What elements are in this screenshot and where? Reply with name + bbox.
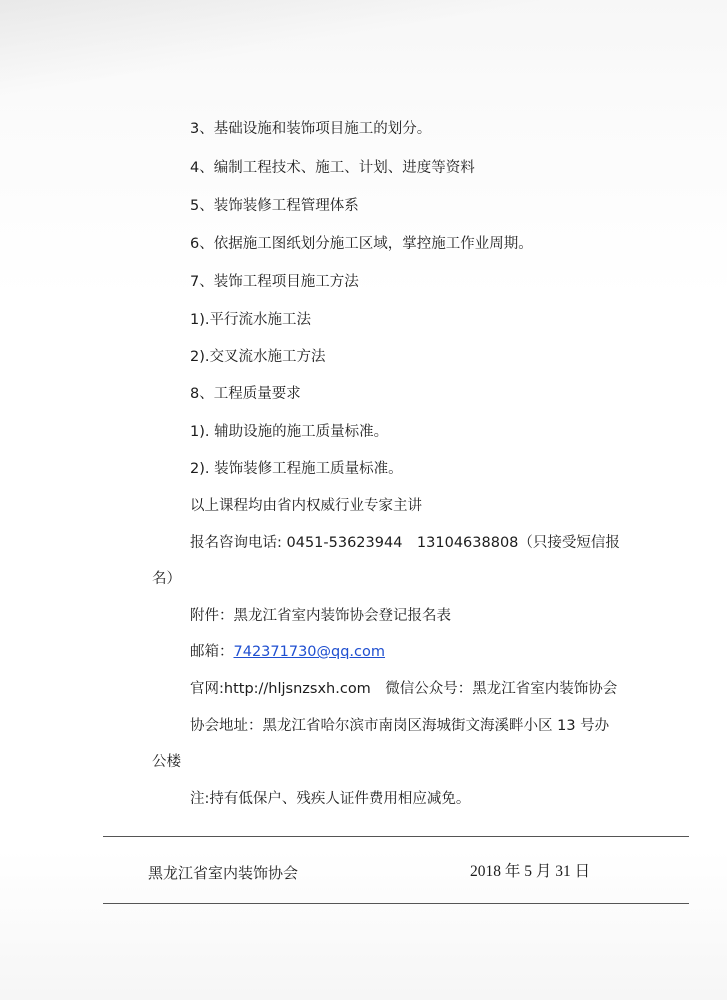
item-6: 6、依据施工图纸划分施工区域，掌控施工作业周期。	[190, 236, 533, 252]
item-5: 5、装饰装修工程管理体系	[190, 198, 359, 214]
item-8: 8、工程质量要求	[190, 386, 301, 402]
address-line: 协会地址：黑龙江省哈尔滨市南岗区海城街文海溪畔小区 13 号办	[190, 718, 610, 734]
footer-org: 黑龙江省室内装饰协会	[148, 864, 299, 882]
attachment-line: 附件：黑龙江省室内装饰协会登记报名表	[190, 608, 451, 624]
footer-date: 2018 年 5 月 31 日	[470, 863, 591, 880]
item-7: 7、装饰工程项目施工方法	[190, 274, 359, 290]
email-label: 邮箱：	[190, 644, 234, 660]
item-4: 4、编制工程技术、施工、计划、进度等资料	[190, 160, 475, 176]
email-link[interactable]: 742371730@qq.com	[233, 644, 386, 660]
address-line-cont: 公楼	[152, 754, 181, 770]
item-7-1: 1).平行流水施工法	[190, 312, 311, 328]
item-8-1: 1). 辅助设施的施工质量标准。	[190, 424, 389, 440]
contact-phone: 报名咨询电话: 0451-53623944 13104638808（只接受短信报	[190, 535, 620, 551]
course-note: 以上课程均由省内权威行业专家主讲	[190, 498, 422, 514]
item-7-2: 2).交叉流水施工方法	[190, 349, 326, 365]
email-line	[190, 642, 385, 662]
item-3: 3、基础设施和装饰项目施工的划分。	[190, 121, 432, 137]
footer-bottom-rule	[103, 903, 689, 904]
discount-note: 注:持有低保户、残疾人证件费用相应减免。	[190, 791, 471, 807]
item-8-2: 2). 装饰装修工程施工质量标准。	[190, 461, 403, 477]
website-wechat-line: 官网:http://hljsnzsxh.com 微信公众号：黑龙江省室内装饰协会	[190, 681, 618, 697]
paper-shadow	[0, 0, 727, 120]
contact-phone-cont: 名）	[152, 571, 181, 587]
footer-top-rule	[103, 836, 689, 837]
